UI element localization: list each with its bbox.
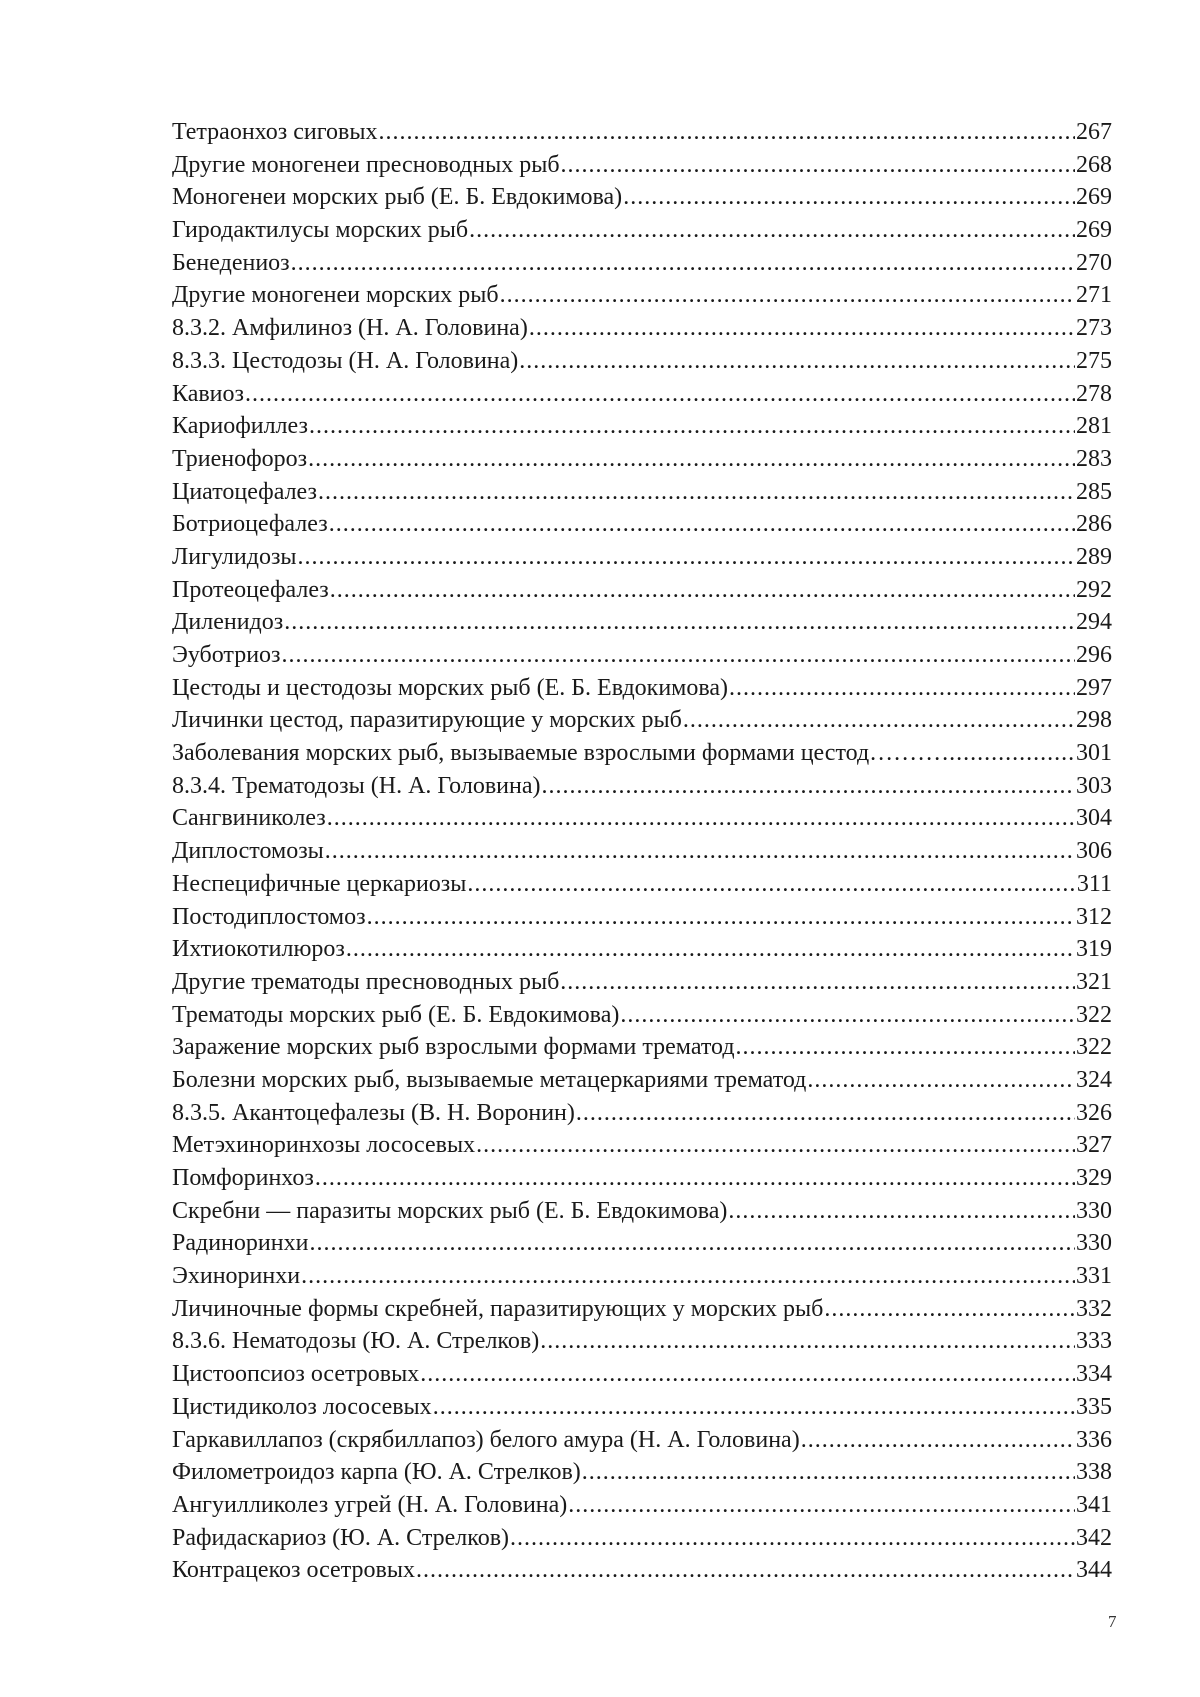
toc-entry [172, 606, 1112, 639]
toc-entry-title: Ихтиокотилюроз [172, 936, 345, 963]
toc-entry-page: 292 [1076, 576, 1112, 603]
toc-entry [172, 1097, 1112, 1130]
toc-entry-page: 335 [1076, 1393, 1112, 1420]
toc-dot-leader [801, 1424, 1075, 1457]
toc-entry-title: Радиноринхи [172, 1230, 309, 1257]
toc-entry [172, 181, 1112, 214]
toc-entry-page: 269 [1076, 184, 1112, 211]
toc-entry-page: 322 [1076, 1034, 1112, 1061]
toc-entry-page: 289 [1076, 543, 1112, 570]
toc-entry [172, 1195, 1112, 1228]
toc-dot-leader [469, 214, 1075, 247]
toc-entry-title: Контрацекоз осетровых [172, 1557, 415, 1584]
toc-dot-leader [736, 1031, 1075, 1064]
toc-entry [172, 508, 1112, 541]
toc-dot-leader [346, 933, 1075, 966]
toc-dot-leader [540, 1325, 1075, 1358]
toc-dot-leader [378, 116, 1075, 149]
toc-entry-page: 294 [1076, 609, 1112, 636]
toc-entry [172, 802, 1112, 835]
toc-entry-page: 285 [1076, 478, 1112, 505]
toc-entry-page: 332 [1076, 1295, 1112, 1322]
toc-entry-title: Рафидаскариоз (Ю. А. Стрелков) [172, 1524, 510, 1551]
toc-entry-title: 8.3.3. Цестодозы (Н. А. Головина) [172, 347, 519, 374]
toc-entry-title: Ангуилликолез угрей (Н. А. Головина) [172, 1491, 568, 1518]
toc-entry-title: Кавиоз [172, 380, 244, 407]
toc-entry [172, 247, 1112, 280]
toc-entry [172, 770, 1112, 803]
toc-dot-leader [329, 508, 1075, 541]
toc-dot-leader [519, 345, 1075, 378]
toc-entry-title: Моногенеи морских рыб (Е. Б. Евдокимова) [172, 184, 623, 211]
toc-entry-page: 311 [1076, 870, 1112, 897]
toc-entry-page: 334 [1076, 1361, 1112, 1388]
toc-entry-page: 286 [1076, 511, 1112, 538]
toc-dot-leader [728, 1195, 1075, 1228]
toc-entry [172, 933, 1112, 966]
toc-entry-title: Заражение морских рыб взрослыми формами трематод [172, 1034, 735, 1061]
toc-entry-title: Скребни — паразиты морских рыб (Е. Б. Евдокимова) [172, 1197, 728, 1224]
toc-dot-leader [807, 1064, 1075, 1097]
toc-dot-leader [284, 606, 1075, 639]
toc-entry-page: 312 [1076, 903, 1112, 930]
toc-entry-page: 278 [1076, 380, 1112, 407]
toc-dot-leader [298, 541, 1075, 574]
toc-entry-title: Тетраонхоз сиговых [172, 119, 378, 145]
toc-entry [172, 1391, 1112, 1424]
toc-entry-page: 333 [1076, 1328, 1112, 1355]
toc-entry [172, 966, 1112, 999]
toc-entry-title: 8.3.2. Амфилиноз (Н. А. Головина) [172, 315, 528, 342]
toc-entry [172, 1293, 1112, 1326]
toc-entry-title: Лигулидозы [172, 543, 297, 570]
toc-dot-leader [416, 1554, 1075, 1587]
toc-entry-title: Трематоды морских рыб (Е. Б. Евдокимова) [172, 1001, 620, 1028]
table-of-contents [172, 116, 1112, 1587]
toc-entry-page: 344 [1076, 1557, 1112, 1584]
toc-entry-title: Филометроидоз карпа (Ю. А. Стрелков) [172, 1459, 581, 1486]
toc-entry [172, 1227, 1112, 1260]
toc-dot-leader [327, 802, 1075, 835]
toc-dot-leader [308, 443, 1075, 476]
toc-entry-page: 301 [1076, 740, 1112, 767]
toc-dot-leader [245, 378, 1075, 411]
toc-dot-leader [433, 1391, 1075, 1424]
toc-dot-leader [325, 835, 1075, 868]
toc-entry [172, 1456, 1112, 1489]
toc-entry-page: 298 [1076, 707, 1112, 734]
toc-entry [172, 1031, 1112, 1064]
toc-entry-title: Триенофороз [172, 445, 308, 472]
toc-entry-page: 275 [1076, 347, 1112, 374]
toc-dot-leader [582, 1456, 1075, 1489]
toc-entry-title: Помфоринхоз [172, 1165, 314, 1191]
toc-entry [172, 1064, 1112, 1097]
toc-entry [172, 737, 1112, 770]
toc-entry-page: 306 [1076, 838, 1112, 865]
toc-dot-leader [330, 574, 1075, 607]
toc-entry-title: Постодиплостомоз [172, 903, 366, 930]
toc-dot-leader [291, 247, 1075, 280]
toc-dot-leader [942, 737, 1075, 770]
toc-entry-page: 324 [1076, 1066, 1112, 1093]
toc-entry-title: Другие моногенеи морских рыб [172, 282, 499, 309]
toc-entry [172, 1260, 1112, 1293]
toc-entry-page: 267 [1076, 119, 1112, 145]
toc-entry [172, 574, 1112, 607]
toc-entry [172, 1554, 1112, 1587]
toc-entry [172, 410, 1112, 443]
toc-dot-leader [620, 999, 1075, 1032]
toc-entry-page: 296 [1076, 642, 1112, 668]
toc-dot-leader [301, 1260, 1075, 1293]
toc-dot-leader [309, 1227, 1075, 1260]
toc-entry-page: 303 [1076, 772, 1112, 799]
toc-entry-title: Личиночные формы скребней, паразитирующих у морских рыб [172, 1295, 824, 1322]
toc-entry-page: 342 [1076, 1524, 1112, 1551]
toc-dot-leader [500, 279, 1075, 312]
toc-dot-leader [623, 181, 1075, 214]
toc-entry [172, 1522, 1112, 1555]
toc-entry [172, 214, 1112, 247]
toc-entry-page: 331 [1076, 1263, 1112, 1290]
toc-dot-leader [510, 1522, 1075, 1555]
toc-dot-leader [729, 672, 1075, 705]
toc-entry-title: Протеоцефалез [172, 576, 329, 603]
toc-entry [172, 312, 1112, 345]
toc-entry [172, 1162, 1112, 1195]
toc-entry-page: 341 [1076, 1491, 1112, 1518]
toc-entry [172, 1489, 1112, 1522]
toc-entry [172, 704, 1112, 737]
toc-dot-leader [367, 901, 1075, 934]
toc-entry-title: Гаркавиллапоз (скрябиллапоз) белого амура (Н. А. Головина) [172, 1426, 800, 1453]
toc-entry [172, 443, 1112, 476]
toc-entry-page: 304 [1076, 805, 1112, 832]
toc-entry-title: Цистоопсиоз осетровых [172, 1361, 420, 1388]
toc-entry-page: 322 [1076, 1001, 1112, 1028]
toc-entry-page: 281 [1076, 413, 1112, 440]
toc-entry-title: Эхиноринхи [172, 1263, 301, 1290]
toc-entry [172, 345, 1112, 378]
toc-entry [172, 835, 1112, 868]
toc-entry-page: 270 [1076, 249, 1112, 276]
toc-entry-page: 269 [1076, 217, 1112, 244]
toc-entry-title: Диленидоз [172, 609, 284, 636]
toc-entry-page: 321 [1076, 968, 1112, 995]
toc-entry-title: 8.3.4. Трематодозы (Н. А. Головина) [172, 772, 541, 799]
toc-entry-title: Сангвиниколез [172, 805, 326, 832]
toc-entry-title: Ботриоцефалез [172, 511, 328, 538]
toc-entry-title: Метэхиноринхозы лососевых [172, 1132, 476, 1159]
toc-entry [172, 1358, 1112, 1391]
page-number: 7 [1108, 1612, 1117, 1631]
toc-entry [172, 279, 1112, 312]
toc-entry-title: Циатоцефалез [172, 478, 317, 505]
toc-dot-leader [561, 149, 1075, 182]
toc-entry-title: Диплостомозы [172, 838, 324, 865]
toc-entry-title: Заболевания морских рыб, вызываемые взрослыми формами цестод……… [172, 740, 942, 767]
toc-entry-title: Болезни морских рыб, вызываемые метацеркариями трематод [172, 1066, 807, 1093]
toc-entry [172, 378, 1112, 411]
toc-entry-page: 329 [1076, 1165, 1112, 1191]
toc-entry-page: 327 [1076, 1132, 1112, 1159]
toc-dot-leader [467, 868, 1075, 901]
toc-entry [172, 116, 1112, 149]
toc-dot-leader [476, 1129, 1075, 1162]
toc-entry [172, 901, 1112, 934]
toc-entry-page: 268 [1076, 151, 1112, 178]
toc-entry-title: Неспецифичные церкариозы [172, 870, 467, 897]
toc-entry [172, 999, 1112, 1032]
toc-entry-page: 283 [1076, 445, 1112, 472]
toc-entry-title: Гиродактилусы морских рыб [172, 217, 469, 244]
toc-entry-page: 336 [1076, 1426, 1112, 1453]
toc-dot-leader [309, 410, 1075, 443]
toc-entry-title: Бенедениоз [172, 249, 290, 276]
toc-entry [172, 868, 1112, 901]
toc-entry [172, 1424, 1112, 1457]
toc-entry [172, 1325, 1112, 1358]
toc-entry [172, 639, 1112, 672]
toc-entry [172, 1129, 1112, 1162]
toc-entry-page: 273 [1076, 315, 1112, 342]
toc-entry-title: 8.3.6. Нематодозы (Ю. А. Стрелков) [172, 1328, 540, 1355]
toc-dot-leader [568, 1489, 1075, 1522]
toc-entry-title: Эуботриоз [172, 642, 281, 668]
toc-entry-page: 330 [1076, 1197, 1112, 1224]
toc-dot-leader [318, 476, 1075, 509]
toc-dot-leader [529, 312, 1075, 345]
toc-entry-title: Другие трематоды пресноводных рыб [172, 968, 560, 995]
toc-dot-leader [420, 1358, 1075, 1391]
toc-entry-page: 319 [1076, 936, 1112, 963]
toc-dot-leader [282, 639, 1075, 672]
toc-entry-title: Цестоды и цестодозы морских рыб (Е. Б. Евдокимова) [172, 674, 729, 701]
toc-entry-title: Цистидиколоз лососевых [172, 1393, 432, 1420]
toc-dot-leader [824, 1293, 1075, 1326]
toc-dot-leader [683, 704, 1075, 737]
toc-entry [172, 541, 1112, 574]
toc-entry-title: Кариофиллез [172, 413, 308, 440]
toc-entry-page: 330 [1076, 1230, 1112, 1257]
toc-entry-page: 271 [1076, 282, 1112, 309]
toc-entry [172, 149, 1112, 182]
toc-entry [172, 476, 1112, 509]
toc-entry-title: 8.3.5. Акантоцефалезы (В. Н. Воронин) [172, 1099, 575, 1126]
toc-dot-leader [576, 1097, 1075, 1130]
toc-dot-leader [315, 1162, 1075, 1195]
toc-entry [172, 672, 1112, 705]
toc-entry-title: Личинки цестод, паразитирующие у морских рыб [172, 707, 682, 734]
toc-entry-page: 338 [1076, 1459, 1112, 1486]
toc-entry-title: Другие моногенеи пресноводных рыб [172, 151, 560, 178]
toc-dot-leader [560, 966, 1075, 999]
toc-entry-page: 297 [1076, 674, 1112, 701]
toc-dot-leader [542, 770, 1076, 803]
toc-entry-page: 326 [1076, 1099, 1112, 1126]
